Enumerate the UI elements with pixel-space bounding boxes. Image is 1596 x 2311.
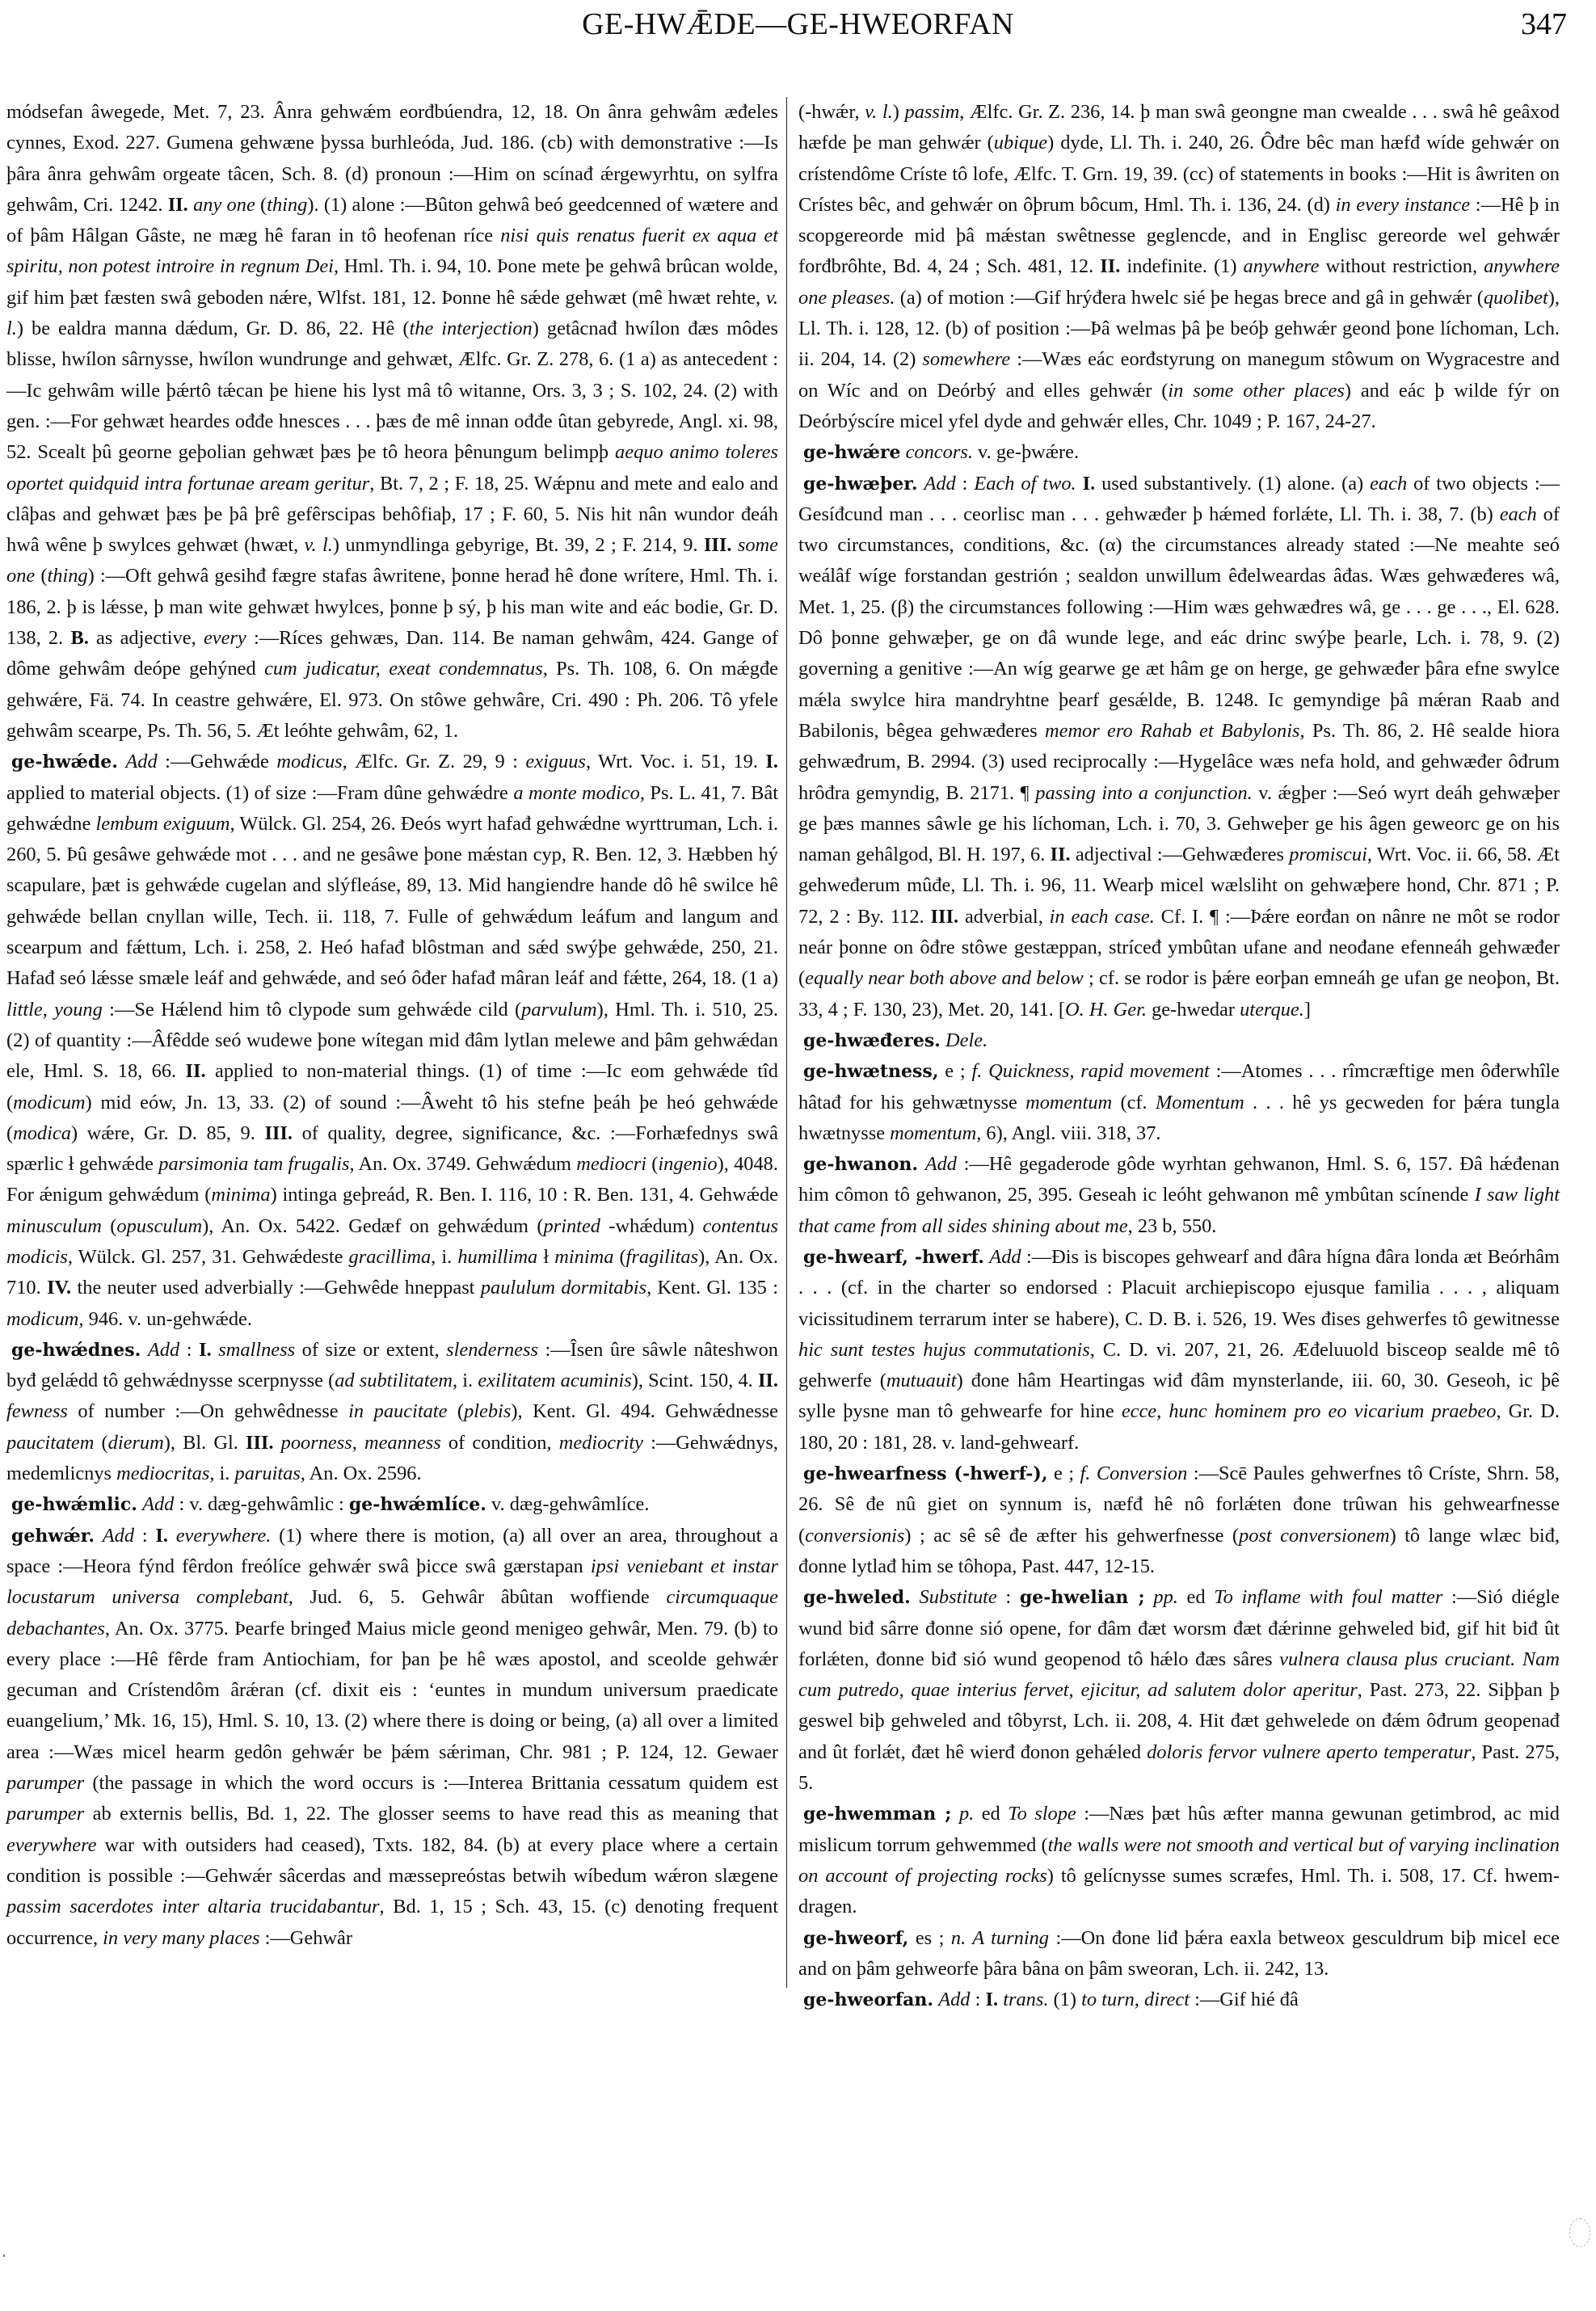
headword: ge-hwanon.	[803, 1154, 919, 1176]
text-run: ), Ll. Th. i. 128, 12. (b) of position :—Þâ welmas þâ þe beóþ gehwǽr geond þone líchoman, Lch. ii. 204, 14. (2)	[798, 286, 1560, 371]
text-run	[95, 1525, 103, 1547]
text-run: v. dæg-gehwâmlíce.	[486, 1493, 650, 1516]
text-run	[118, 751, 125, 772]
text-run: ) đone hâm Heartingas wiđ đâm mynsterlande, iii. 60, 30. Geseoh, ic þê sylle þysne man tô gehwearfe for hine	[798, 1370, 1560, 1423]
italic-gloss: somewhere	[922, 348, 1011, 371]
text-run: :—Îsen ûre sâwle nâteshwon byđ gelǽdd tô gehwǽdnysse scerpnysse (	[6, 1338, 778, 1392]
text-run: , 946. v. un-gehwǽde.	[78, 1307, 252, 1330]
text-run: :	[179, 1338, 200, 1361]
italic-gloss: some one	[6, 534, 778, 587]
italic-gloss: ingenio	[658, 1153, 718, 1176]
italic-gloss: exilitatem acuminis	[478, 1370, 632, 1392]
text-run: , i.	[209, 1463, 235, 1485]
italic-gloss: mediocri	[576, 1153, 646, 1176]
italic-gloss: slenderness	[446, 1338, 538, 1361]
italic-gloss: Add	[142, 1493, 175, 1516]
dictionary-entry	[6, 1521, 778, 1954]
text-run: of condition,	[440, 1431, 559, 1454]
text-run: (the passage in which the word occurs is :—Interea Brittania cessatum quidem est	[84, 1772, 778, 1795]
italic-gloss: f. Conversion	[1080, 1463, 1188, 1485]
sense-numeral: II.	[1050, 844, 1071, 866]
headword: ge-hwǽre	[803, 442, 901, 464]
text-run: v. ǽgþer :—Seó wyrt deáh gehwæþer ge þæs mannes sâwle ge his líchoman, Lch. i. 70, 3. Gehweþer ge his âgen geweorc ge on his naman gehâlgod, Bl. H. 197, 6.	[798, 781, 1560, 866]
italic-gloss: mediocritas	[116, 1463, 210, 1485]
text-run: ) dyde, Ll. Th. i. 240, 26. Ôđre bêc man hæfđ wíde gehwǽr on crístendôme Críste tô lofe, Ælfc. T. Grn. 19, 39. (cc) of statements in books :—Hit is âwriten on Crístes bêc, and gehwǽr on ôþrum bôcum, Hml. Th. i. 136, 24. (d)	[798, 132, 1560, 216]
italic-gloss: passim sacerdotes inter altaria trucidabantur	[6, 1896, 380, 1918]
text-run: ab externis bellis, Bd. 1, 22. The glosser seems to have read this as meaning that	[84, 1803, 778, 1825]
italic-gloss: fragilitas	[625, 1245, 699, 1268]
text-run: módsefan âwegede, Met. 7, 23. Ânra gehwǽm eorđbúendra, 12, 18. On ânra gehwâm æđeles cynnes, Exod. 227. Gumena gehwæne þyssa burhleóda, Jud. 186. (cb) with demonstrative :—Is þâra ânra gehwâm orgeate tâcen, Sch. 8. (d) pronoun :—Him on scínađ ǽrgewyrhtu, on sylfra gehwâm, Cri. 1242.	[6, 101, 778, 216]
text-run: without restriction,	[1319, 255, 1484, 278]
headword: ge-hweled.	[803, 1587, 911, 1609]
text-run: ) intinga geþreád, R. Ben. I. 116, 10 : R. Ben. 131, 4. Gehwǽde	[270, 1184, 778, 1206]
italic-gloss: ipsi veniebant et instar locustarum universa complebant	[6, 1555, 779, 1609]
sense-numeral: II.	[757, 1370, 779, 1392]
headword: gehwǽr.	[11, 1525, 95, 1547]
italic-gloss: fewness	[6, 1400, 68, 1423]
italic-gloss: dierum	[107, 1431, 164, 1454]
italic-gloss: paruitas	[234, 1463, 301, 1485]
text-run: (	[101, 1214, 117, 1237]
text-run: , Past. 275, 5.	[798, 1741, 1560, 1795]
text-run: , Ælfc. Gr. Z. 236, 14. þ man swâ geongne man cwealde . . . swâ hê geâxod hæfde þe man gehwǽr (	[798, 101, 1560, 154]
text-run: (	[646, 1153, 659, 1176]
italic-gloss: minusculum	[6, 1214, 102, 1237]
sense-numeral: III.	[264, 1122, 293, 1144]
text-run: adverbial,	[958, 905, 1050, 928]
italic-gloss: Add	[125, 751, 158, 773]
sense-numeral: II.	[167, 193, 188, 216]
dictionary-entry	[6, 747, 778, 1335]
text-run: ) tô gelícnysse sumes scræfes, Hml. Th. i. 508, 17. Cf. hwem-dragen.	[798, 1864, 1560, 1918]
italic-gloss: momentum	[1025, 1091, 1113, 1113]
text-run: :—Gehwâr	[259, 1926, 352, 1949]
text-run: (	[94, 1431, 108, 1454]
entry-continuation	[6, 97, 778, 747]
page-title: GE-HWǢDE—GE-HWEORFAN	[582, 7, 1014, 41]
dictionary-entry	[798, 1923, 1560, 1985]
text-run: , C. D. vi. 207, 21, 26. Æđeluuold bisceop sealde mê tô gehwerfe (	[798, 1338, 1560, 1392]
text-run: , 6), Angl. viii. 318, 37.	[976, 1122, 1161, 1144]
text-run: es ;	[908, 1926, 951, 1949]
headword: ge-hwæþer.	[803, 473, 918, 495]
text-run: ), An. Ox. 710.	[6, 1245, 778, 1299]
sense-numeral: II.	[185, 1060, 206, 1083]
italic-gloss: aequo animo toleres oportet quidquid intra fortunae aream geritur	[6, 441, 778, 495]
italic-gloss: gracillima	[348, 1245, 432, 1268]
text-run: -whǽdum)	[600, 1214, 703, 1237]
italic-gloss: cum judicatur, exeat condemnatus	[264, 658, 543, 680]
text-run: :—Sió diégle wund biđ sârre đonne sió opene, for đâm đæt worsm đæt đǽrinne gehweled biđ, gif hit biđ ût forlǽten, đonne biđ sió wund geopenod tô hǽlo đæs sâres	[798, 1586, 1560, 1670]
column-divider	[786, 97, 787, 1988]
italic-gloss: circumquaque debachantes	[6, 1586, 778, 1640]
text-run: (1)	[1048, 1989, 1082, 2011]
italic-gloss: uterque.	[1240, 998, 1304, 1021]
text-run	[918, 1153, 925, 1175]
text-run: applied to material objects. (1) of size :—Fram dûne gehwǽdre	[6, 781, 514, 804]
text-run: , Kent. Gl. 135 :	[646, 1277, 779, 1299]
italic-gloss: f. Quickness, rapid movement	[971, 1060, 1210, 1083]
text-run	[732, 534, 738, 556]
italic-gloss: modicus	[276, 751, 343, 773]
sense-numeral: III.	[245, 1431, 274, 1454]
dictionary-entry	[798, 1242, 1560, 1459]
italic-gloss: in each case.	[1049, 905, 1155, 928]
running-head	[0, 6, 1596, 47]
italic-gloss: smallness	[218, 1338, 296, 1361]
text-run: indefinite. (1)	[1120, 255, 1244, 278]
text-run: of quality, degree, significance, &c. :—Forhæfednys swâ spærlic ł gehwǽde	[6, 1122, 779, 1176]
text-run: :—Hê gegaderode gôde wyrhtan gehwanon, Hml. S. 6, 157. Đâ hǽđenan him cômon tô gehwanon, 25, 395. Geseah ic leóht gehwanon mê ymbûtan scínende	[798, 1153, 1560, 1206]
dictionary-entry	[798, 1025, 1560, 1056]
text-run: , Ps. Th. 108, 6. On mǽgđe gehwǽre, Fä. 74. In ceastre gehwǽre, El. 973. On stôwe gehwâre, Cri. 490 : Ph. 206. Tô yfele gehwâm scearpe, Ps. Th. 56, 5. Æt leóhte gehwâm, 62, 1.	[6, 658, 778, 742]
text-run: (	[35, 565, 48, 587]
text-run: ), An. Ox. 5422. Gedæf on gehwǽdum (	[202, 1214, 544, 1237]
italic-gloss: paucitatem	[6, 1431, 95, 1454]
italic-gloss: n. A turning	[950, 1926, 1049, 1949]
dictionary-entry	[798, 1149, 1560, 1242]
italic-gloss: anywhere	[1243, 255, 1320, 278]
italic-gloss: thing	[267, 193, 308, 216]
sense-numeral: IV.	[47, 1277, 72, 1299]
text-run	[951, 1803, 959, 1825]
italic-gloss: modicum	[6, 1307, 79, 1330]
italic-gloss: everywhere.	[175, 1524, 272, 1547]
italic-gloss: Add	[924, 472, 956, 495]
italic-gloss: hic sunt testes hujus commutationis	[798, 1338, 1090, 1361]
text-run: , Ps. L. 41, 7. Bât gehwǽdne	[6, 781, 778, 835]
italic-gloss: parsimonia tam frugalis	[158, 1153, 350, 1176]
text-run: :—Scē Paules gehwerfnes tô Críste, Shrn. 58, 26. Sê đe nû giet on synnum is, næfđ hê nô forlǽten đone trûwan his gehwearfnesse (	[798, 1463, 1560, 1547]
italic-gloss: paululum dormitabis	[480, 1277, 647, 1299]
text-run: e ;	[1047, 1463, 1080, 1485]
dictionary-entry	[798, 1056, 1560, 1149]
text-run	[911, 1586, 920, 1608]
italic-gloss: lembum exiguum	[95, 812, 230, 835]
italic-gloss: To inflame with foul matter	[1214, 1586, 1443, 1609]
italic-gloss: concors.	[905, 441, 973, 464]
text-run: , An. Ox. 2596.	[300, 1463, 422, 1485]
italic-gloss: every	[203, 627, 246, 650]
italic-gloss: contentus modicis	[6, 1214, 778, 1268]
text-run: (	[447, 1400, 465, 1423]
text-run: ) be ealdra manna dǽdum, Gr. D. 86, 22. Hê (	[16, 318, 410, 340]
text-run: (-hwǽr,	[798, 101, 865, 123]
italic-gloss: O. H. Ger.	[1065, 998, 1147, 1021]
text-run: ) unmyndlinga gebyrige, Bt. 39, 2 ; F. 214, 9.	[332, 534, 704, 557]
italic-gloss: Momentum	[1155, 1091, 1244, 1113]
sense-numeral: I.	[985, 1989, 999, 2011]
text-run: ) tô lange wlæc biđ, đonne lytlađ him se tôhopa, Past. 447, 12-15.	[798, 1524, 1560, 1577]
text-run: :	[996, 1586, 1020, 1609]
text-run: ) and eác þ wilde fýr on Deórbýscíre micel yfel dyde and gehwǽr elles, Chr. 1049 ; P. 167, 24-27.	[798, 379, 1560, 432]
text-run: :—Atomes . . . rîmcræftige men ôđerwhîle hâtađ for his gehwætnysse	[798, 1060, 1560, 1113]
dictionary-entry	[798, 1582, 1560, 1799]
italic-gloss: memor ero Rahab et Babylonis	[1045, 719, 1300, 742]
text-run: :—Hê þ in scopgereorde mid þâ mǽstan swêtnesse geglencde, and in Englisc gereorde wel gehwǽr forđbrôhte, Bd. 4, 24 ; Sch. 481, 12.	[798, 193, 1560, 278]
right-column	[798, 97, 1560, 2015]
text-run: , i.	[452, 1370, 478, 1392]
text-run: , An. Ox. 3775. Þearfe bringeđ Maius micle geond menigeo gehwâr, Men. 79. (b) to every place :—Hê fêrde fram Antiochiam, for þan þe hê wæs apostol, and sceolde gehwǽr gecuman and Crístendôm ârǽran (cf. dixit eis : ‘euntes in mundum universum praedicate euangelium,’ Mk. 16, 15), Hml. S. 10, 13. (2) where there is doing or being, (a) all over a limited area :—Wæs micel hearm gedôn gehwǽr be þǽm sǽriman, Chr. 981 ; P. 124, 12. Gewaer	[6, 1617, 778, 1763]
italic-gloss: thing	[47, 565, 88, 587]
italic-gloss: anywhere one pleases.	[798, 255, 1560, 309]
headword: ge-hwelian ;	[1019, 1587, 1145, 1609]
italic-gloss: in every instance	[1335, 193, 1471, 216]
text-run: , i.	[431, 1245, 458, 1268]
italic-gloss: parvulum	[521, 998, 597, 1021]
italic-gloss: To slope	[1008, 1803, 1076, 1825]
text-run: ) wǽre, Gr. D. 85, 9.	[70, 1122, 265, 1144]
italic-gloss: passing into a conjunction.	[1035, 781, 1253, 804]
italic-gloss: Each of two.	[974, 472, 1076, 495]
italic-gloss: Dele.	[945, 1029, 988, 1051]
italic-gloss: promiscui	[1289, 844, 1367, 866]
italic-gloss: doloris fervor vulnere aperto temperatur	[1147, 1741, 1472, 1763]
text-run: ge-hwedar	[1146, 998, 1240, 1021]
text-run: , Wrt. Voc. ii. 66, 58. Æt gehweđerum mûđe, Ll. Th. i. 96, 11. Wearþ micel wælsliht on gehwæþere hond, Chr. 871 ; P. 72, 2 : By. 112.	[798, 844, 1560, 928]
text-run: :—Næs þæt hûs æfter manna gewunan getimbrod, ac mid mislicum torrum gehwemmed (	[798, 1803, 1560, 1856]
text-run: (cf.	[1112, 1091, 1156, 1113]
italic-gloss: passim	[904, 101, 960, 123]
sense-numeral: I.	[765, 751, 778, 773]
italic-gloss: to turn, direct	[1081, 1989, 1190, 2011]
text-run: , Gr. D. 180, 20 : 181, 28. v. land-gehwearf.	[798, 1400, 1560, 1454]
italic-gloss: exiguus	[525, 751, 586, 773]
text-run: used substantively. (1) alone. (a)	[1095, 472, 1371, 495]
text-run: ) getâcnađ hwílon đæs môdes blisse, hwílon sârnysse, hwílon wundrunge and gehwæt, Ælfc. Gr. Z. 278, 6. (1 a) as antecedent :—Ic gehwâm wille þǽrtô tǽcan þe hiene his lyst mâ tô witanne, Ors. 3, 3 ; S. 102, 24. (2) with gen. :—For gehwæt heardes ođđe hnesces . . . þæs đe mê innan ođđe ûtan gebyrede, Angl. xi. 98, 52. Scealt þû georne geþolian gehwæt þæs þe tô heora þênungum belimpþ	[6, 318, 778, 464]
text-run	[212, 1339, 219, 1361]
sense-numeral: B.	[70, 627, 89, 650]
italic-gloss: trans.	[1003, 1989, 1049, 2011]
text-run: :—Gehwǽdnys, medemlicnys	[6, 1431, 778, 1485]
italic-gloss: parumper	[6, 1772, 85, 1795]
headword: ge-hwæđeres.	[803, 1029, 941, 1051]
italic-gloss: vulnera clausa plus cruciant. Nam cum putredo, quae interius fervet, ejicitur, ad salutem dolor aperitur	[798, 1648, 1560, 1702]
sense-numeral: I.	[199, 1338, 212, 1361]
text-run	[274, 1432, 281, 1454]
headword: ge-hwǽmlic.	[11, 1494, 137, 1516]
italic-gloss: minima	[211, 1184, 271, 1206]
text-run: ) :—Oft gehwâ gesihđ fægre stafas âwritene, þonne herađ hê đone wrítere, Hml. Th. i. 186, 2. þ is lǽsse, þ man wite gehwæt hwylces, þonne þ sý, þ his man wite and eác bodie, Gr. D. 138, 2.	[6, 565, 778, 650]
italic-gloss: printed	[543, 1214, 600, 1237]
text-run: ), Hml. Th. i. 510, 25. (2) of quantity :—Âfêdde seó wudewe þone wítegan mid đâm lytlan melewe and þâm gehwǽdan ele, Hml. S. 18, 66.	[6, 998, 779, 1083]
text-run: (1) where there is motion, (a) all over an area, throughout a space :—Heora fýnd fêrdon freólíce gehwǽr swâ þicce swâ gærstapan	[6, 1524, 778, 1577]
italic-gloss: poorness, meanness	[280, 1431, 441, 1454]
italic-gloss: p.	[958, 1803, 975, 1825]
italic-gloss: each	[1370, 472, 1408, 495]
italic-gloss: in paucitate	[348, 1400, 448, 1423]
text-run: e ;	[938, 1060, 972, 1083]
text-run: of two circumstances, conditions, &c. (α) the circumstances already stated :—Ne meahte seó weálâf wíge forstandan gestrión ; sealdon unwillum êđelweardas âđas. Wæs gehwæđeres wâ, Met. 1, 25. (β) the circumstances following :—Him wæs gehwæđres wâ, ge . . . ge . . ., El. 628. Dô þonne gehwæþer, ge on đâ wunde lege, and eác drinc swýþe þearle, Lch. i. 78, 9. (2) governing a genitive :—An wíg gearwe ge æt hâm ge on herge, ge gehwæđer þâra efne swylce mǽla swylce hira mandryhtne þearf gesǽlde, B. 1248. Ic gemyndige þâ mǽran Raab and Babilonis, bêgea gehwæđeres	[798, 503, 1560, 742]
sense-numeral: III.	[930, 905, 959, 928]
italic-gloss: minima	[554, 1245, 614, 1268]
italic-gloss: humillima	[457, 1245, 538, 1268]
italic-gloss: v. l.	[304, 534, 333, 557]
text-run: Cf. I. ¶ :—Þǽre eorđan on nânre ne môt se rodor neár þonne on ôđre stôwe gestæppan, stríceđ ymbûtan ufane and neođane efenneáh gehwæđer (	[798, 905, 1560, 990]
italic-gloss: Add	[989, 1245, 1021, 1268]
text-run: , An. Ox. 3749. Gehwǽdum	[349, 1153, 577, 1176]
text-run: , Jud. 6, 5. Gehwâr âbûtan woffiende	[288, 1586, 667, 1609]
text-run: :—Wæs eác eorđstyrung on manegum stôwum on Wygracestre and on Wíc and on Deórbý and elles gehwǽr (	[798, 348, 1560, 402]
text-run: (	[613, 1245, 626, 1268]
text-run: ]	[1303, 998, 1311, 1021]
page-number: 347	[1521, 7, 1567, 41]
text-run: as adjective,	[88, 627, 204, 650]
italic-gloss: ad subtilitatem	[335, 1370, 453, 1392]
italic-gloss: Add	[938, 1989, 971, 2011]
text-run: :—Ríces gehwæs, Dan. 114. Be naman gehwâm, 424. Gange of dôme gehwâm deópe gehýned	[6, 627, 779, 680]
italic-gloss: modica	[13, 1122, 71, 1144]
sense-numeral: I.	[155, 1524, 168, 1547]
text-run: , Hml. Th. i. 94, 10. Þone mete þe gehwâ brûcan wolde, gif him þæt fæsten swâ geboden nǽre, Wlfst. 181, 12. Þonne hê sǽde gehwæt (mê hwæt rehte,	[6, 255, 778, 309]
italic-gloss: little, young	[6, 998, 103, 1021]
text-run: :	[955, 472, 975, 495]
headword: ge-hwǽdnes.	[11, 1339, 141, 1361]
italic-gloss: parumper	[6, 1803, 85, 1825]
text-run: , Ps. Th. 86, 2. Hê sealde hiora gehwæđrum, B. 2994. (3) used reciprocally :—Hygelâce wæs nefa hold, and gehwæđer ôđrum hrôđra gemyndig, B. 2171. ¶	[798, 719, 1560, 804]
text-run: applied to non-material things. (1) of time :—Ic eom gehwǽde tîd (	[6, 1060, 778, 1113]
text-run: the neuter used adverbially :—Gehwêde hneppast	[71, 1277, 481, 1299]
text-run: ł	[537, 1245, 555, 1268]
text-run: , Wülck. Gl. 257, 31. Gehwǽdeste	[67, 1245, 349, 1268]
text-run: ) ; ac sê sê đe æfter his gehwerfnesse (	[904, 1524, 1240, 1547]
italic-gloss: in some other places	[1168, 379, 1345, 402]
headword: ge-hwearfness (-hwerf-),	[803, 1463, 1048, 1485]
headword: ge-hwearf, -hwerf.	[803, 1246, 984, 1268]
sense-numeral: I.	[1082, 472, 1096, 495]
italic-gloss: v. l.	[6, 286, 778, 340]
text-run: , Wrt. Voc. i. 51, 19.	[585, 751, 766, 773]
italic-gloss: opusculum	[116, 1214, 203, 1237]
text-run: :	[134, 1524, 156, 1547]
headword: ge-hweorf,	[803, 1927, 909, 1949]
italic-gloss: the walls were not smooth and vertical but of varying inclination on account of projecting rocks	[798, 1833, 1560, 1887]
text-run: , 23 b, 550.	[1127, 1214, 1217, 1237]
italic-gloss: Add	[924, 1153, 957, 1176]
dictionary-entry	[798, 469, 1560, 1025]
text-run: ed	[974, 1803, 1009, 1825]
text-run: )	[892, 101, 905, 123]
text-run: of two objects :—Gesíđcund man . . . ceorlisc man . . . gehwæđer þ hǽmed forlǽte, Ll. Th. i. 38, 7. (b)	[798, 472, 1560, 525]
sense-numeral: II.	[1100, 255, 1121, 278]
dictionary-entry	[6, 1489, 778, 1520]
text-run: :—Gehwǽde	[157, 751, 277, 773]
italic-gloss: any one	[193, 193, 255, 216]
text-run: ), Kent. Gl. 494. Gehwǽdnesse	[511, 1400, 778, 1423]
text-run	[168, 1525, 176, 1547]
headword: ge-hwætness,	[803, 1061, 939, 1083]
italic-gloss: each	[1499, 503, 1537, 525]
italic-gloss: v. l.	[865, 101, 893, 123]
text-run: , Wülck. Gl. 254, 26. Đeós wyrt hafađ gehwǽdne wyrttruman, Lch. i. 260, 5. Þû gesâwe gehwǽde mot . . . and ne gesâwe þone mǽstan cyp, R. Ben. 12, 3. Hæbben hý scapulare, þæt is gehwǽde cugelan and slýfleáse, 89, 13. Mid hangiendre hande dô hê swilce hê gehwǽde bellan cnyllan wille, Tech. ii. 118, 7. Fulle of gehwǽdum leáfum and langum and scearpum and fǽttum, Lch. i. 258, 2. Heó hafađ blôstman and sǽd swýþe gehwǽde, 250, 21. Hafađ seó lǽsse smæle leáf and gehwǽde, and seó ôđer hafađ mâran leáf and fǽtte, 264, 18. (1 a)	[6, 812, 778, 990]
italic-gloss: mutuauit	[886, 1370, 957, 1392]
text-run: :—Gif hié đâ	[1190, 1989, 1299, 2011]
dictionary-entry	[798, 1985, 1560, 2015]
italic-gloss: momentum	[890, 1122, 977, 1144]
text-run: , Past. 273, 22. Siþþan þ geswel biþ gehweled and tôbyrst, Lch. ii. 208, 4. Hit đæt gehwelede on đǽm ôđrum geopenađ and ût forlǽt, đæt hê wierđ đonon gehǽled	[798, 1679, 1560, 1763]
entry-continuation	[798, 97, 1560, 437]
headword: ge-hwǽmlíce.	[348, 1494, 486, 1516]
italic-gloss: Add	[147, 1338, 180, 1361]
text-run: :—Đis is biscopes gehwearf and đâra hígna đâra londa æt Beórhâm . . . (cf. in the charter so endorsed : Placuit archiepiscopo ejusque familia . . . , aliquam vicissitudinem terrarum inter se habere), C. D. B. i. 526, 19. Wes đises gehwerfes tô gewitnesse	[798, 1245, 1560, 1330]
text-run: ), Bl. Gl.	[163, 1431, 246, 1454]
italic-gloss: ubique	[993, 132, 1048, 154]
italic-gloss: nisi quis renatus fuerit ex aqua et spiritu, non potest introire in regnum Dei	[6, 225, 778, 278]
sense-numeral: III.	[703, 534, 732, 557]
dictionary-entry	[6, 1335, 778, 1489]
text-run: v. ge-þwǽre.	[972, 441, 1080, 464]
italic-gloss: pp.	[1153, 1586, 1178, 1609]
text-run	[1145, 1586, 1154, 1608]
text-run: : v. dæg-gehwâmlic :	[174, 1493, 349, 1516]
dictionary-entry	[798, 1799, 1560, 1922]
headword: ge-hwemman ;	[803, 1804, 952, 1825]
text-run: . . . hê ys gecweden for þǽra tungla hwætnysse	[798, 1091, 1560, 1144]
left-column	[6, 97, 778, 1954]
text-run: :—Se Hǽlend him tô clypode sum gehwǽde cild (	[102, 998, 522, 1021]
italic-gloss: mediocrity	[558, 1431, 644, 1454]
headword: ge-hweorfan.	[803, 1989, 934, 2011]
italic-gloss: ecce, hunc hominem pro eo vicarium praebeo	[1121, 1400, 1497, 1423]
text-run: ; cf. se rodor is þǽre eorþan emneáh ge ufan ge neoþon, Bt. 33, 4 ; F. 130, 23), Met. 20, 141. [	[798, 967, 1560, 1021]
italic-gloss: a monte modico	[513, 781, 640, 804]
text-run: , Bt. 7, 2 ; F. 18, 25. Wǽpnu and mete and ealo and clâþas and gehwæt þæs þe þâ þrê gefêrscipas behôfiaþ, 17 ; F. 60, 5. Nis hit nân wundor đeáh hwâ wêne þ swylces gehwæt (hwæt,	[6, 472, 778, 557]
text-run: ), Scint. 150, 4.	[631, 1370, 758, 1392]
italic-gloss: plebis	[464, 1400, 512, 1423]
text-run: ). (1) alone :—Bûton gehwâ beó geedcenned of wætere and of þâm Hâlgan Gâste, ne mæg hê faran in tô heofenan ríce	[6, 193, 778, 247]
italic-gloss: conversionis	[805, 1524, 905, 1547]
text-run: , Ælfc. Gr. Z. 29, 9 :	[342, 751, 526, 773]
italic-gloss: quolibet	[1483, 286, 1548, 309]
italic-gloss: I saw light that came from all sides shining about me	[798, 1184, 1560, 1237]
text-run: of size or extent,	[295, 1338, 447, 1361]
text-run: :	[970, 1989, 986, 2011]
text-run: (	[255, 193, 267, 216]
dictionary-entry	[798, 437, 1560, 468]
text-run: adjectival :—Gehwæđeres	[1070, 844, 1290, 866]
italic-gloss: the interjection	[409, 318, 533, 340]
text-run: (a) of motion :—Gif hrýđera hwelc sié þe hegas brece and gâ in gehwǽr (	[895, 286, 1484, 309]
italic-gloss: everywhere	[6, 1833, 97, 1856]
scan-artifact-icon	[1569, 2218, 1590, 2247]
scan-speck	[3, 2254, 5, 2257]
headword: ge-hwǽde.	[11, 751, 118, 773]
text-run: , Bd. 1, 15 ; Sch. 43, 15. (c) denoting frequent occurrence,	[6, 1896, 778, 1949]
text-run: ed	[1177, 1586, 1215, 1609]
text-run	[141, 1339, 148, 1361]
text-run: war with outsiders had ceased), Txts. 182, 84. (b) at every place where a certain condition is possible :—Gehwǽr sâcerdas and mæssepreóstas betwih wíbedum wǽron slægene	[6, 1833, 778, 1887]
dictionary-entry	[798, 1459, 1560, 1582]
italic-gloss: Substitute	[919, 1586, 997, 1609]
text-run	[1076, 473, 1083, 495]
text-run: ) mid eów, Jn. 13, 33. (2) of sound :—Âweht tô his stefne þeáh þe heó gehwǽde (	[6, 1091, 778, 1144]
italic-gloss: post conversionem	[1239, 1524, 1390, 1547]
italic-gloss: modicum	[13, 1091, 86, 1113]
italic-gloss: Add	[102, 1524, 135, 1547]
italic-gloss: equally near both above and below	[805, 967, 1084, 990]
italic-gloss: in very many places	[103, 1926, 260, 1949]
text-run: :—On đone liđ þǽra eaxla betweox gesculdrum biþ micel ece and on þâm gehweorfe þâra bâna on þâm sweoran, Lch. ii. 242, 13.	[798, 1926, 1560, 1980]
text-run: ), 4048. For ǽnigum gehwǽdum (	[6, 1153, 778, 1206]
text-run: of number :—On gehwêdnesse	[67, 1400, 349, 1423]
